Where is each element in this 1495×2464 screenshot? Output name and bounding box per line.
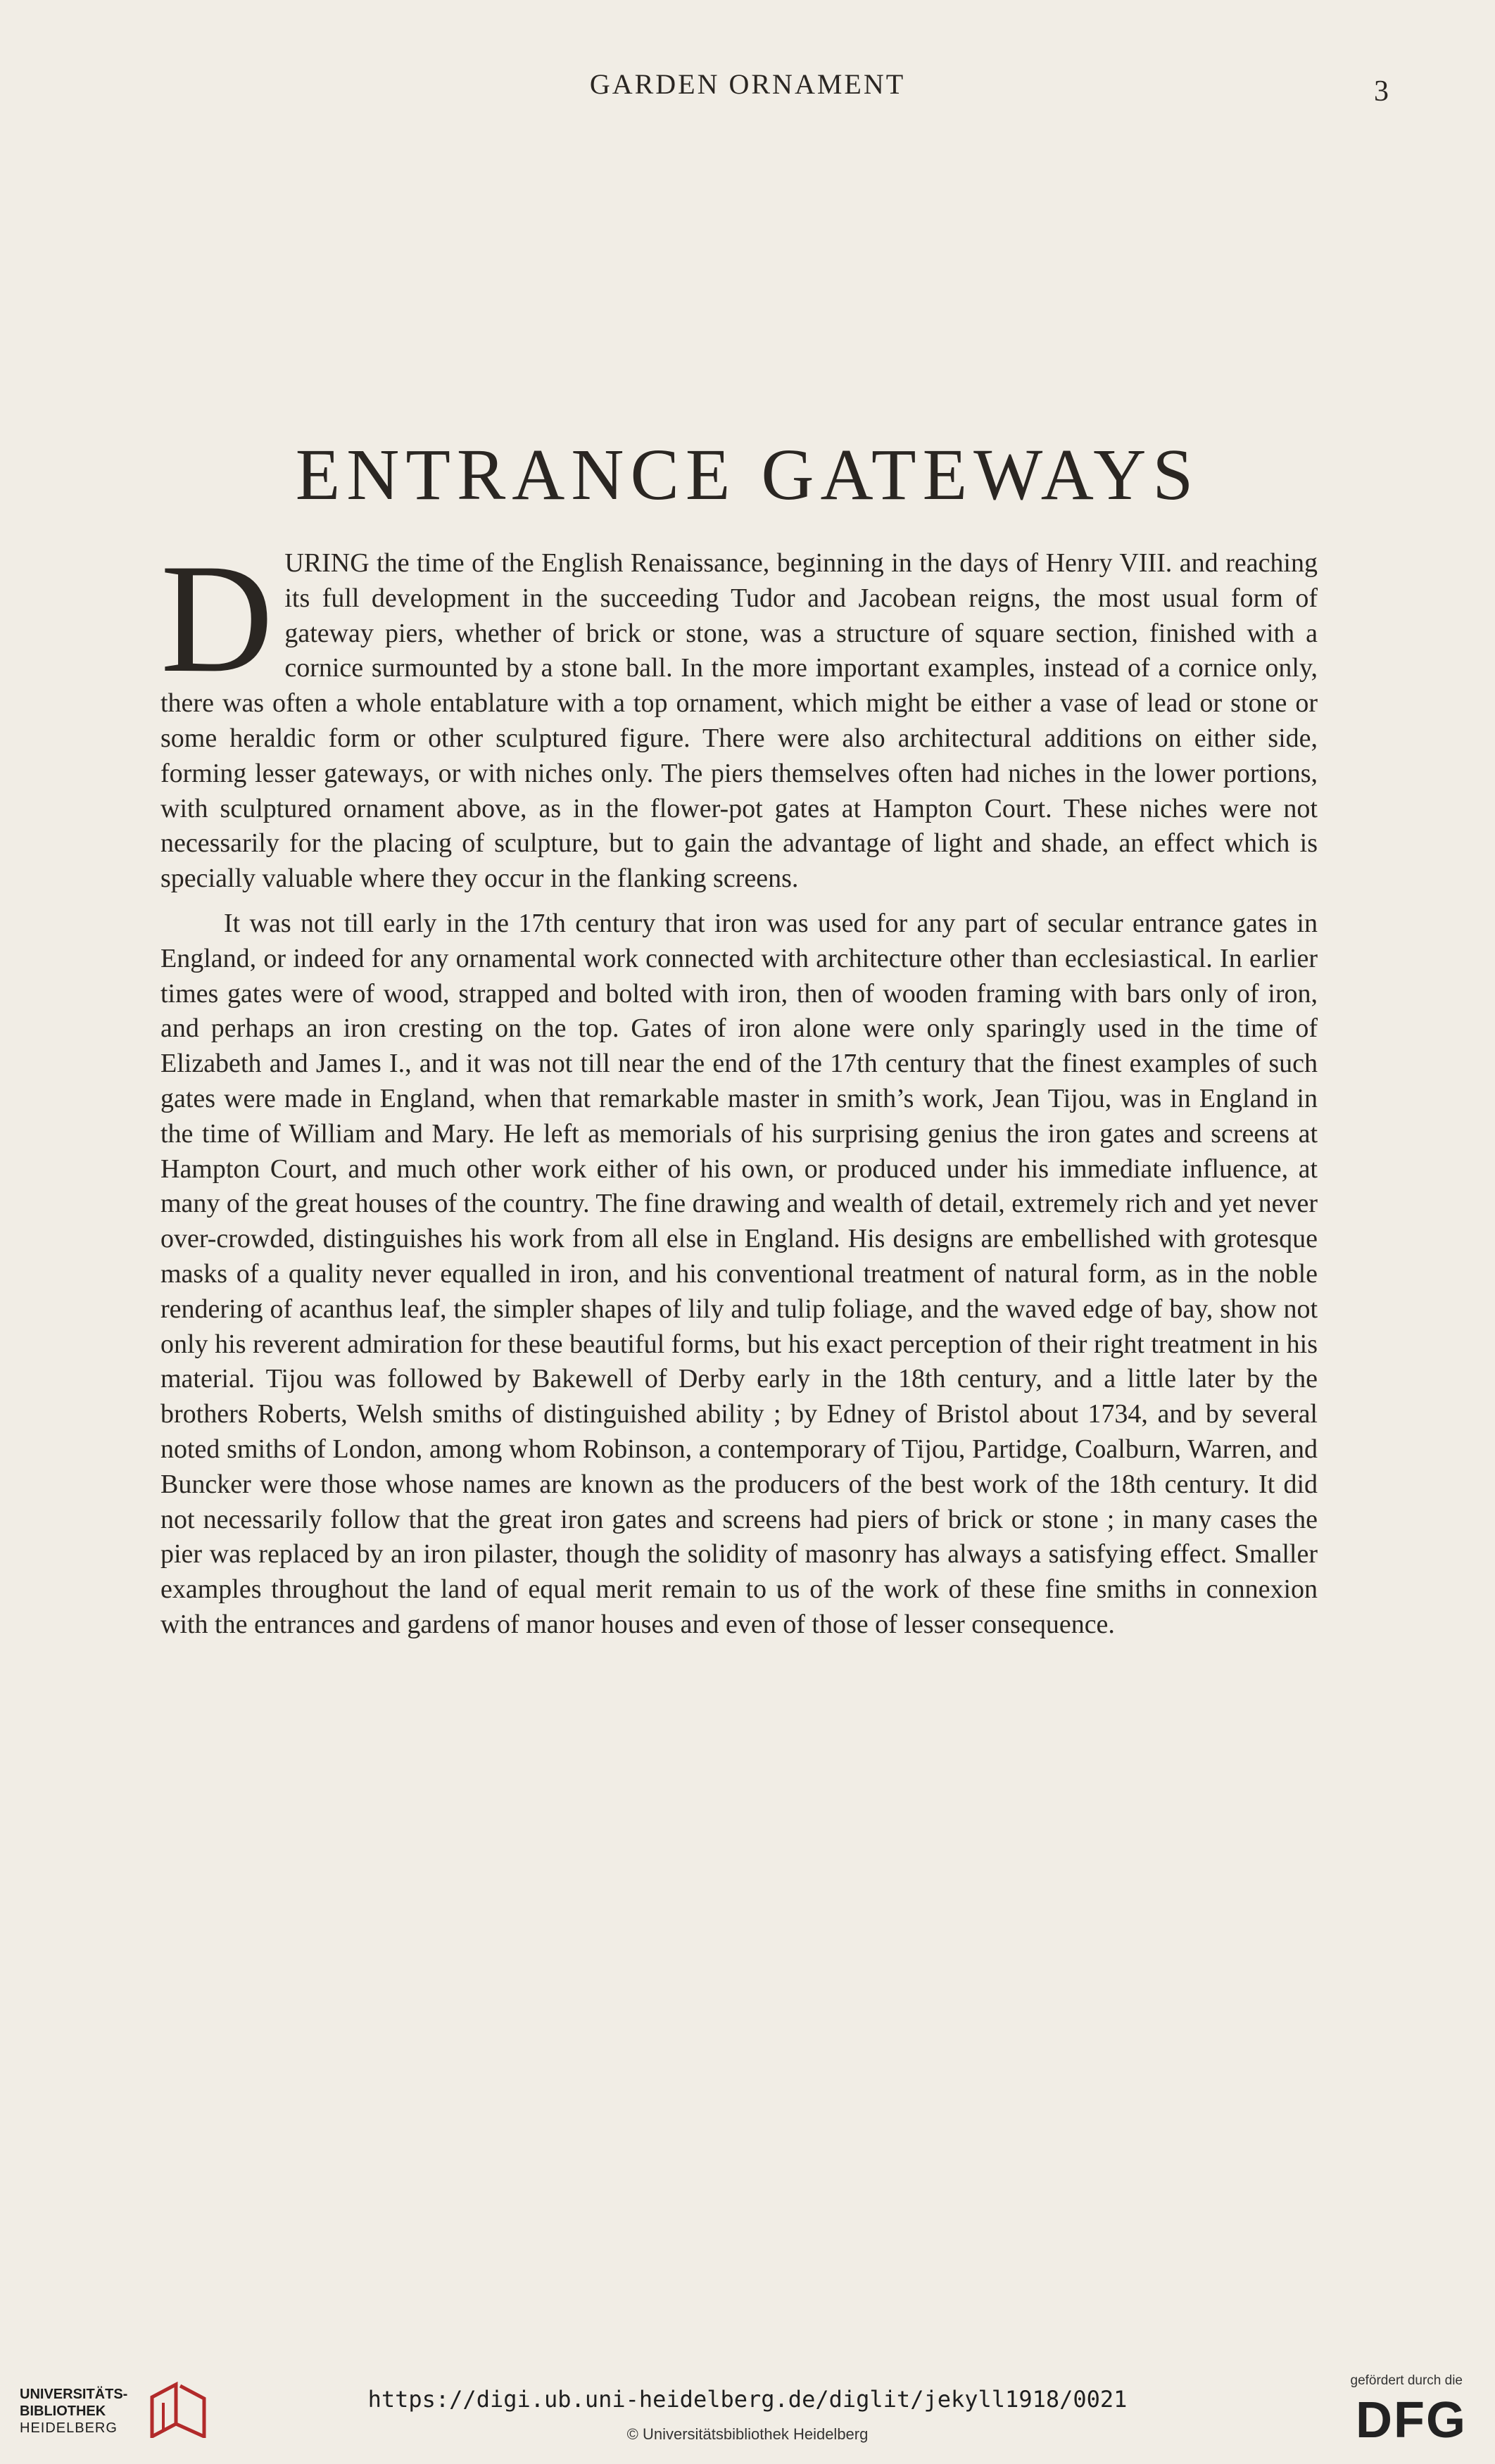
library-name-line-1: UNIVERSITÄTS- <box>20 2387 128 2402</box>
page-number: 3 <box>1374 75 1389 108</box>
source-url-link[interactable]: https://digi.ub.uni-heidelberg.de/diglit/jekyll1918/0021 <box>367 2386 1128 2413</box>
dfg-logo: DFG <box>1356 2392 1467 2449</box>
paragraph-1-text: URING the time of the English Renaissance, beginning in the days of Henry VIII. and reaching its full development in the succeeding Tudor and Jacobean reigns, the most usual form of gateway piers, whether of brick or stone, was a structure of square section, finished with a cornice surmounted by a stone ball. In the more important examples, instead of a cornice only, there was often a whole entablature with a top ornament, which might be either a vase of lead or stone or some heraldic form or other sculptured figure. There were also architectural additions on either side, forming lesser gateways, or with niches only. The piers themselves often had niches in the lower portions, with sculptured ornament above, as in the flower-pot gates at Hampton Court. These niches were not necessarily for the placing of sculpture, but to gain the advantage of light and shade, an effect which is specially valuable where they occur in the flanking screens. <box>160 548 1318 894</box>
digitization-footer <box>0 2361 1495 2464</box>
article-body <box>160 532 1318 1643</box>
library-name-line-3: HEIDELBERG <box>20 2420 118 2436</box>
paragraph-2: It was not till early in the 17th century that iron was used for any part of secular entrance gates in England, or indeed for any ornamental work connected with architecture other than ecclesiastical. In earlier times gates were of wood, strapped and bolted with iron, then of wooden framing with bars only of iron, and perhaps an iron cresting on the top. Gates of iron alone were only sparingly used in the time of Elizabeth and James I., and it was not till near the end of the 17th century that the finest examples of such gates were made in England, when that remarkable master in smith’s work, Jean Tijou, was in England in the time of William and Mary. He left as memorials of his surprising genius the iron gates and screens at Hampton Court, and much other work either of his own, or produced under his immediate influence, at many of the great houses of the country. The fine drawing and wealth of detail, extremely rich and yet never over-crowded, distinguishes his work from all else in England. His designs are embellished with grotesque masks of a quality never equalled in iron, and his conventional treatment of natural form, as in the noble rendering of acanthus leaf, the simpler shapes of lily and tulip foliage, and the waved edge of bay, show not only his reverent admiration for these beautiful forms, but his exact perception of their right treatment in his material. Tijou was followed by Bakewell of Derby early in the 18th century, and a little later by the brothers Roberts, Welsh smiths of distinguished ability ; by Edney of Bristol about 1734, and by several noted smiths of London, among whom Robinson, a contemporary of Tijou, Partidge, Coalburn, Warren, and Buncker were those whose names are known as the producers of the best work of the 18th century. It did not necessarily follow that the great iron gates and screens had piers of brick or stone ; in many cases the pier was replaced by an iron pilaster, though the solidity of masonry has always a satisfying effect. Smaller examples throughout the land of equal merit remain to us of the work of these fine smiths in connexion with the entrances and gardens of manor houses and even of those of lesser consequence. <box>160 908 1318 1639</box>
library-name-line-2: BIBLIOTHEK <box>20 2403 106 2419</box>
paragraph-1 <box>160 532 1318 897</box>
copyright-notice: © Universitätsbibliothek Heidelberg <box>626 2425 869 2443</box>
drop-cap: D <box>160 532 274 705</box>
running-head: GARDEN ORNAMENT <box>589 68 906 100</box>
article-title: ENTRANCE GATEWAYS <box>295 434 1200 515</box>
funding-note: gefördert durch die <box>1350 2373 1463 2388</box>
